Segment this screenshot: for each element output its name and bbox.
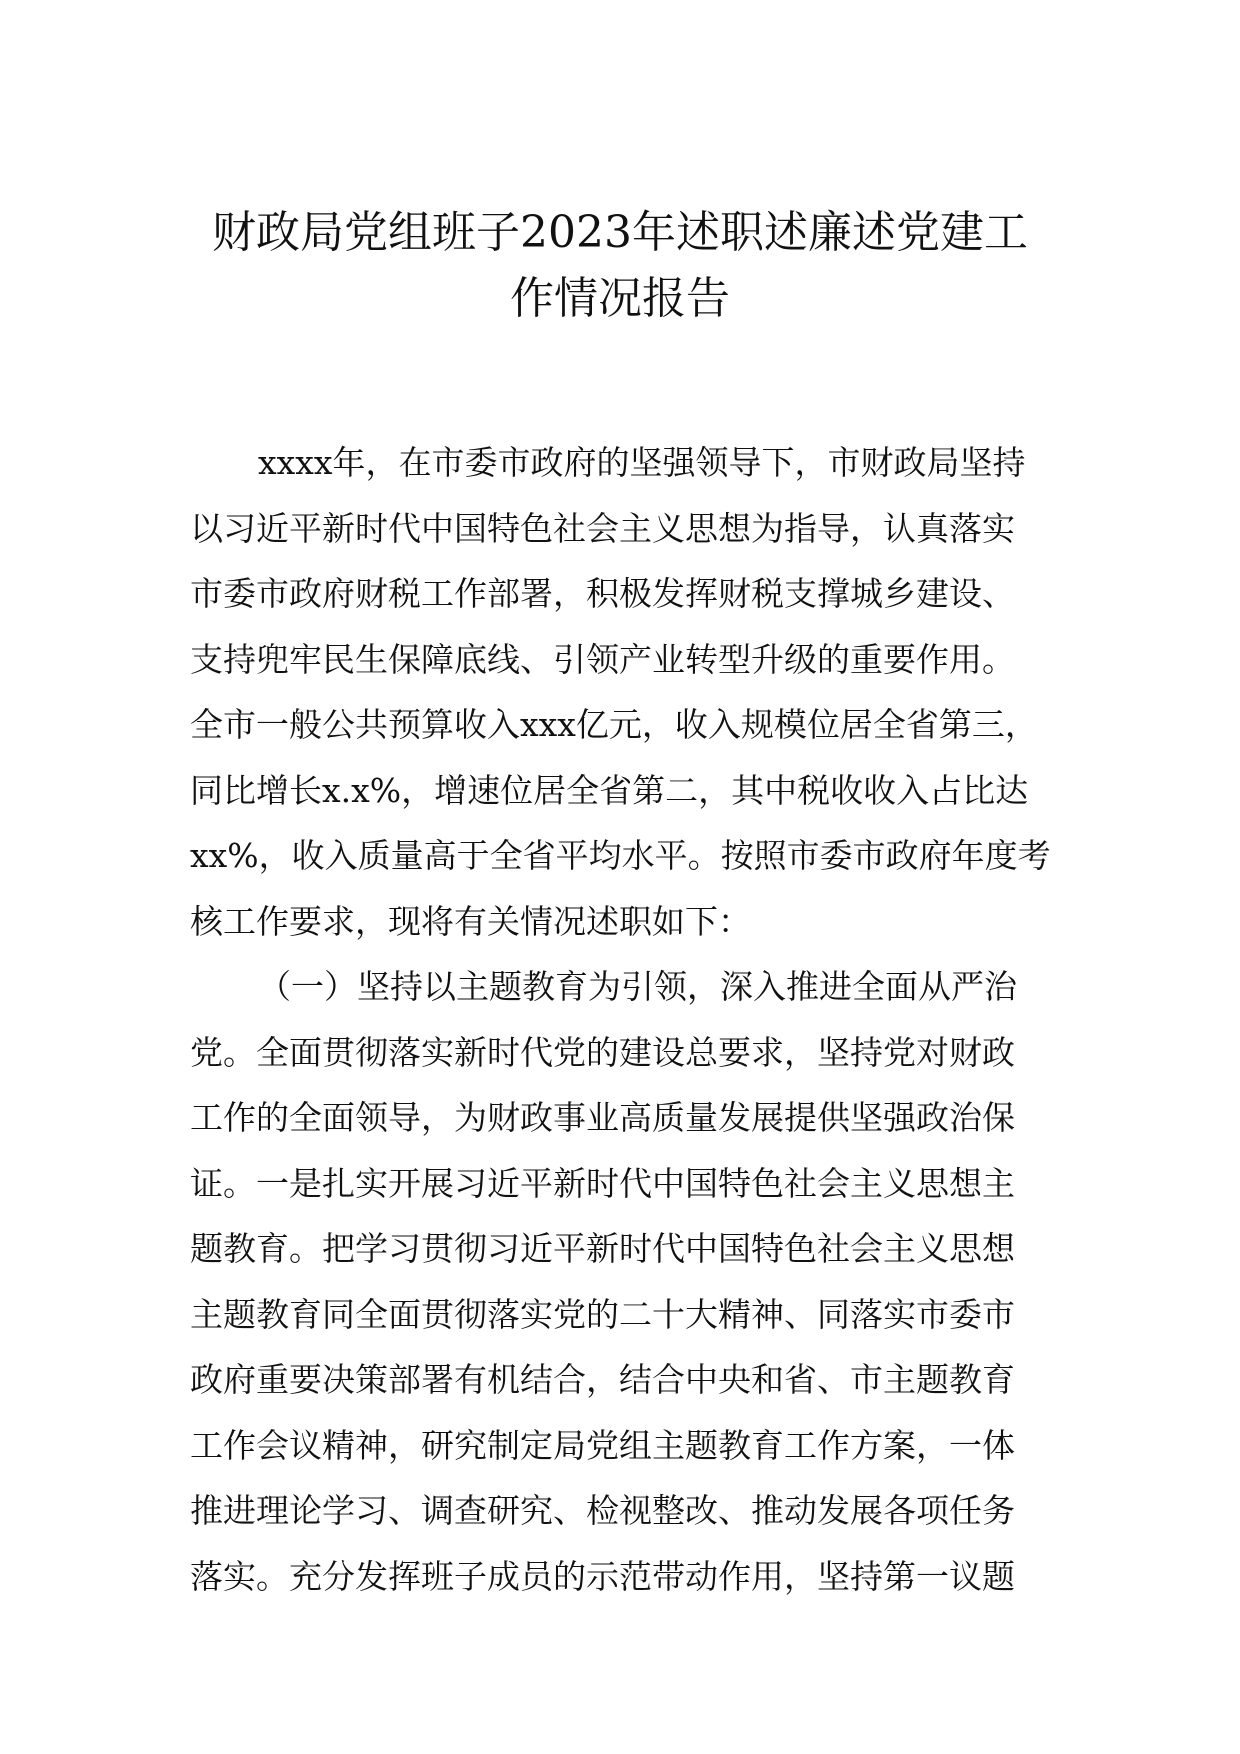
paragraph-line: 市委市政府财税工作部署，积极发挥财税支撑城乡建设、 [190, 574, 1015, 613]
paragraph-section-one [190, 954, 1060, 1609]
paragraph-line: 主题教育同全面贯彻落实党的二十大精神、同落实市委市 [190, 1294, 1015, 1334]
document-body [190, 430, 1060, 1609]
paragraph-line: 以习近平新时代中国特色社会主义思想为指导，认真落实 [190, 508, 1015, 548]
paragraph-line: 落实。充分发挥班子成员的示范带动作用，坚持第一议题 [190, 1556, 1015, 1596]
paragraph-line: xx%，收入质量高于全省平均水平。按照市委市政府年度考 [190, 836, 1051, 875]
paragraph-line: 核工作要求，现将有关情况述职如下： [190, 901, 751, 941]
paragraph-line: 工作的全面领导，为财政事业高质量发展提供坚强政治保 [190, 1098, 1015, 1137]
paragraph-line: 证。一是扎实开展习近平新时代中国特色社会主义思想主 [190, 1163, 1015, 1203]
paragraph-line: xxxx年，在市委市政府的坚强领导下，市财政局坚持 [258, 443, 1026, 482]
paragraph-line: 全市一般公共预算收入xxx亿元，收入规模位居全省第三， [190, 705, 1038, 744]
paragraph-line: 题教育。把学习贯彻习近平新时代中国特色社会主义思想 [190, 1229, 1015, 1268]
title-line: 财政局党组班子2023年述职述廉述党建工 [212, 207, 1028, 258]
document-title [190, 200, 1050, 332]
title-line: 作情况报告 [510, 273, 730, 324]
paragraph-line: 党。全面贯彻落实新时代党的建设总要求，坚持党对财政 [190, 1032, 1015, 1072]
paragraph-line: （一）坚持以主题教育为引领，深入推进全面从严治 [258, 967, 1017, 1006]
paragraph-intro [190, 430, 1060, 954]
paragraph-line: 支持兜牢民生保障底线、引领产业转型升级的重要作用。 [190, 639, 1015, 679]
paragraph-line: 工作会议精神，研究制定局党组主题教育工作方案，一体 [190, 1425, 1015, 1465]
paragraph-line: 同比增长x.x%，增速位居全省第二，其中税收收入占比达 [190, 770, 1029, 810]
paragraph-line: 政府重要决策部署有机结合，结合中央和省、市主题教育 [190, 1360, 1015, 1399]
paragraph-line: 推进理论学习、调查研究、检视整改、推动发展各项任务 [190, 1491, 1015, 1530]
